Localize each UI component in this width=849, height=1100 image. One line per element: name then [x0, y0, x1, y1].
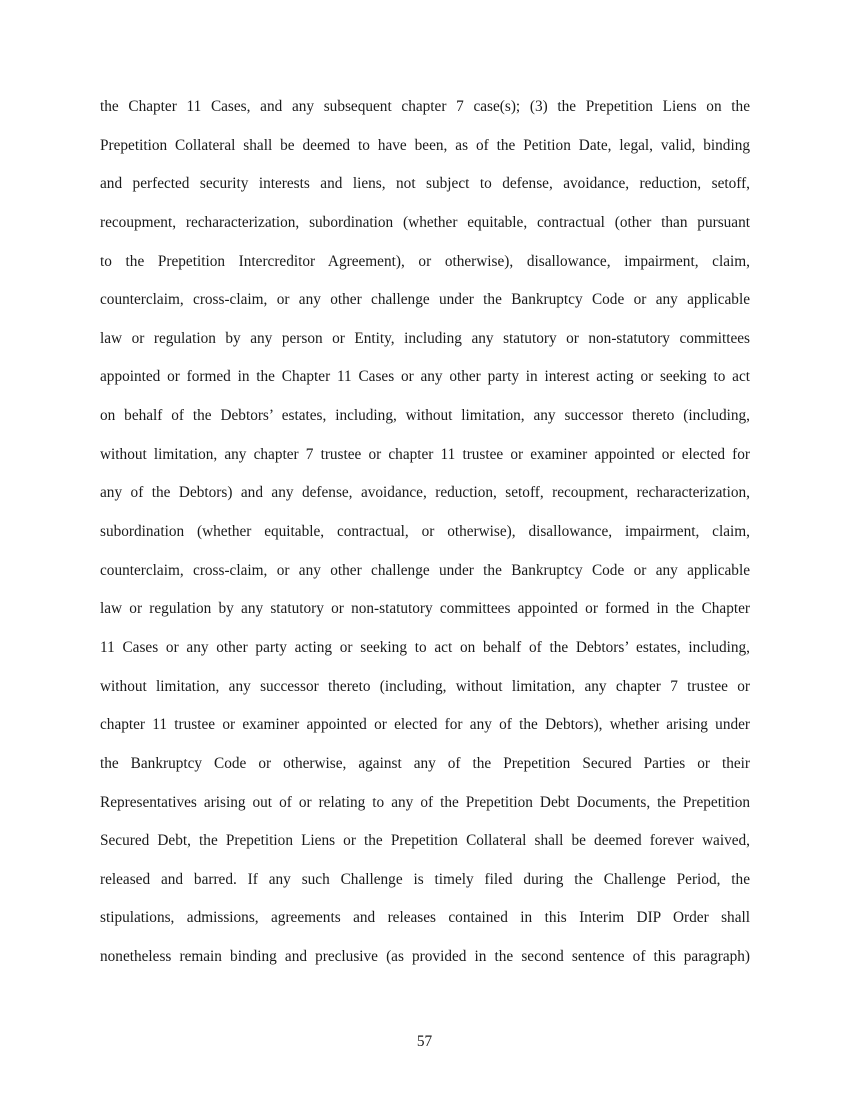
- text-line: 11 Cases or any other party acting or seeking to act on behalf of the Debtors’ estates, including,: [100, 638, 750, 656]
- text-line: stipulations, admissions, agreements and releases contained in this Interim DIP Order shall: [100, 909, 750, 927]
- text-line: recoupment, recharacterization, subordination (whether equitable, contractual (other than pursuant: [100, 213, 750, 231]
- text-line: and perfected security interests and liens, not subject to defense, avoidance, reduction, setoff,: [100, 175, 750, 193]
- text-line: Prepetition Collateral shall be deemed to have been, as of the Petition Date, legal, valid, binding: [100, 136, 750, 154]
- text-line: nonetheless remain binding and preclusive (as provided in the second sentence of this paragraph): [100, 948, 750, 966]
- text-line: on behalf of the Debtors’ estates, including, without limitation, any successor thereto (including,: [100, 407, 750, 425]
- text-line: without limitation, any chapter 7 trustee or chapter 11 trustee or examiner appointed or elected for: [100, 445, 750, 463]
- text-line: the Chapter 11 Cases, and any subsequent chapter 7 case(s); (3) the Prepetition Liens on the: [100, 98, 750, 115]
- text-line: released and barred. If any such Challenge is timely filed during the Challenge Period, the: [100, 870, 750, 888]
- text-line: chapter 11 trustee or examiner appointed or elected for any of the Debtors), whether arising under: [100, 716, 750, 734]
- text-line: appointed or formed in the Chapter 11 Cases or any other party in interest acting or seeking to act: [100, 368, 750, 386]
- text-line: law or regulation by any person or Entity, including any statutory or non-statutory committees: [100, 329, 750, 347]
- text-line: Secured Debt, the Prepetition Liens or the Prepetition Collateral shall be deemed forever waived,: [100, 832, 750, 850]
- page-number: 57: [416, 1033, 433, 1050]
- text-line: the Bankruptcy Code or otherwise, against any of the Prepetition Secured Parties or their: [100, 754, 750, 772]
- body-paragraph: [100, 95, 750, 984]
- text-line: to the Prepetition Intercreditor Agreement), or otherwise), disallowance, impairment, claim,: [100, 252, 750, 270]
- text-line: subordination (whether equitable, contractual, or otherwise), disallowance, impairment, claim,: [100, 523, 750, 541]
- text-line: counterclaim, cross-claim, or any other challenge under the Bankruptcy Code or any applicable: [100, 291, 750, 309]
- text-line: law or regulation by any statutory or non-statutory committees appointed or formed in the Chapter: [100, 600, 750, 618]
- text-line: counterclaim, cross-claim, or any other challenge under the Bankruptcy Code or any applicable: [100, 561, 750, 579]
- text-line: Representatives arising out of or relating to any of the Prepetition Debt Documents, the Prepetition: [100, 793, 750, 811]
- text-line: without limitation, any successor thereto (including, without limitation, any chapter 7 trustee or: [100, 677, 750, 695]
- text-line: any of the Debtors) and any defense, avoidance, reduction, setoff, recoupment, recharacterization,: [100, 484, 750, 502]
